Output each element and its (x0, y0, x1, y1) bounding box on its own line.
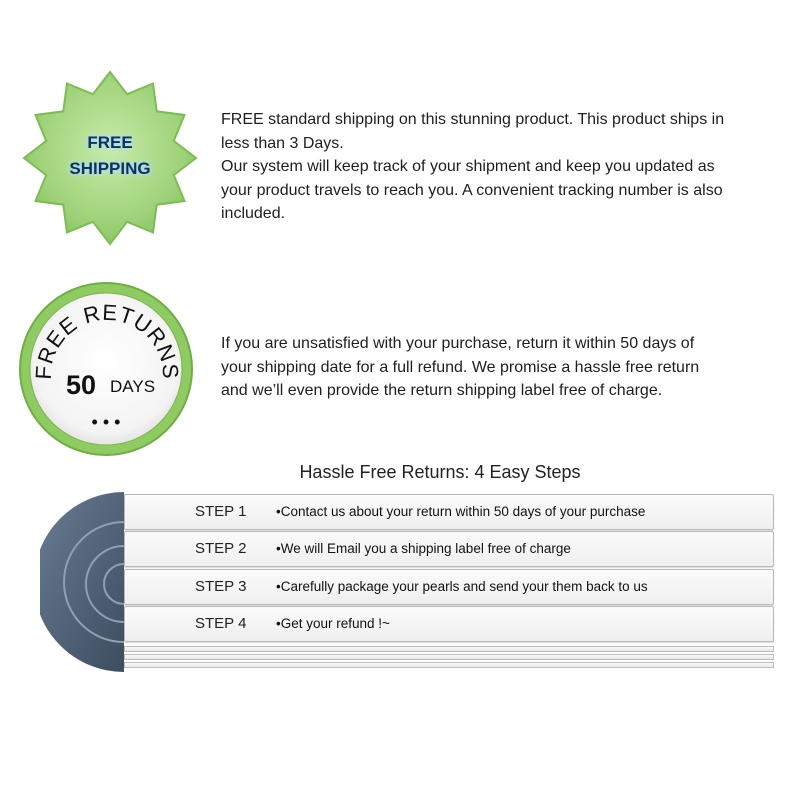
step-label: STEP 2 (195, 540, 247, 557)
step-row (124, 494, 774, 530)
step-label: STEP 3 (195, 578, 247, 595)
step-row (124, 531, 774, 567)
badge-free-text: FREE (87, 133, 133, 152)
returns-line: If you are unsatisfied with your purchase, return it within 50 days of (221, 335, 695, 352)
step-label: STEP 1 (195, 503, 247, 520)
step-description: •Contact us about your return within 50 days of your purchase (276, 504, 646, 519)
step-description: •We will Email you a shipping label free of charge (276, 541, 571, 556)
step-description: •Get your refund !~ (276, 616, 390, 631)
shipping-line: FREE standard shipping on this stunning product. This product ships in (221, 111, 725, 128)
divider-bar (124, 646, 774, 652)
badge-arc-text: FREE RETURNS (30, 299, 184, 381)
divider-bar (124, 654, 774, 660)
returns-line: your shipping date for a full refund. We promise a hassle free return (221, 358, 700, 376)
step-row (124, 569, 774, 605)
step-label: STEP 4 (195, 615, 247, 632)
shipping-line: included. (221, 205, 286, 222)
shipping-line: Our system will keep track of your shipment and keep you updated as (221, 158, 715, 175)
steps-title: Hassle Free Returns: 4 Easy Steps (299, 462, 581, 482)
badge-shipping-text: SHIPPING (69, 159, 151, 178)
badge-days-number: 50 (66, 370, 97, 400)
free-returns-badge (18, 278, 194, 460)
divider-bar (124, 662, 774, 668)
returns-circle-icon (18, 278, 194, 460)
step-description: •Carefully package your pearls and send your them back to us (276, 579, 648, 594)
badge-days-unit: DAYS (110, 377, 156, 396)
shipping-description (221, 108, 771, 226)
free-shipping-badge (20, 68, 200, 248)
returns-description (221, 332, 781, 403)
badge-dots: • • • (91, 412, 121, 432)
steps-list (40, 490, 776, 675)
shipping-line: less than 3 Days. (221, 134, 344, 152)
shipping-line: your product travels to reach you. A convenient tracking number is also (221, 181, 723, 199)
returns-line: and we’ll even provide the return shipping label free of charge. (221, 382, 663, 399)
step-row (124, 606, 774, 642)
